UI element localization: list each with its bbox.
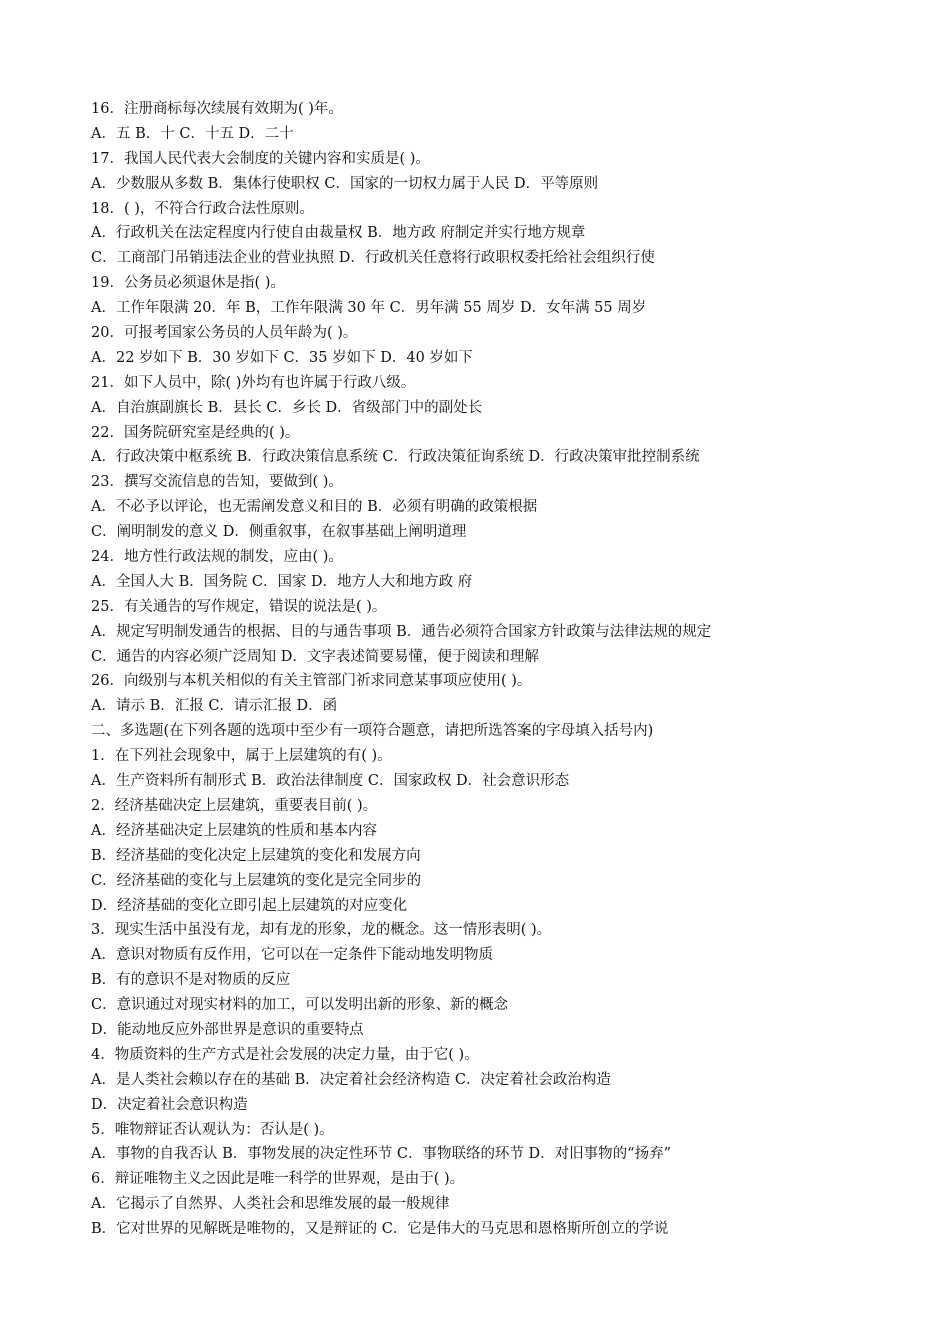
text-line: 21．如下人员中，除( )外均有也许属于行政八级。 <box>91 374 416 391</box>
text-line: D．经济基础的变化立即引起上层建筑的对应变化 <box>91 897 408 914</box>
text-line: 23．撰写交流信息的告知，要做到( )。 <box>91 474 343 491</box>
text-line: A．行政机关在法定程度内行使自由裁量权 B．地方政 府制定并实行地方规章 <box>91 225 586 242</box>
text-line: C．经济基础的变化与上层建筑的变化是完全同步的 <box>91 872 422 889</box>
text-line: 18．( )，不符合行政合法性原则。 <box>91 200 314 217</box>
text-line: A．规定写明制发通告的根据、目的与通告事项 B．通告必须符合国家方针政策与法律法规的规定 <box>91 623 712 640</box>
text-line: A．全国人大 B．国务院 C．国家 D．地方人大和地方政 府 <box>91 573 473 590</box>
text-line: 25．有关通告的写作规定，错误的说法是( )。 <box>91 598 387 615</box>
document-page <box>91 97 911 1242</box>
text-line: A．经济基础决定上层建筑的性质和基本内容 <box>91 822 377 839</box>
text-line: 2．经济基础决定上层建筑，重要表目前( )。 <box>91 797 378 814</box>
text-line: 20．可报考国家公务员的人员年龄为( )。 <box>91 325 358 342</box>
text-line: 3．现实生活中虽没有龙，却有龙的形象，龙的概念。这一情形表明( )。 <box>91 922 552 939</box>
text-line: C．意识通过对现实材料的加工，可以发明出新的形象、新的概念 <box>91 997 509 1014</box>
text-line: C．工商部门吊销违法企业的营业执照 D．行政机关任意将行政职权委托给社会组织行使 <box>91 250 655 267</box>
text-line: 1．在下列社会现象中，属于上层建筑的有( )。 <box>91 748 392 765</box>
text-line: A．少数服从多数 B．集体行使职权 C．国家的一切权力属于人民 D．平等原则 <box>91 175 599 192</box>
text-line: 16．注册商标每次续展有效期为( )年。 <box>91 101 343 117</box>
text-line: A．行政决策中枢系统 B．行政决策信息系统 C．行政决策征询系统 D．行政决策审批控制系统 <box>91 449 700 466</box>
text-line: A．22 岁如下 B．30 岁如下 C．35 岁如下 D．40 岁如下 <box>91 349 473 366</box>
text-line: B．经济基础的变化决定上层建筑的变化和发展方向 <box>91 847 421 864</box>
text-line: 6．辩证唯物主义之因此是唯一科学的世界观，是由于( )。 <box>91 1171 465 1188</box>
text-line: A．事物的自我否认 B．事物发展的决定性环节 C．事物联络的环节 D．对旧事物的“扬弃” <box>91 1146 671 1163</box>
text-line: 26．向级别与本机关相似的有关主管部门祈求同意某事项应使用( )。 <box>91 673 532 690</box>
text-line: A．生产资料所有制形式 B．政治法律制度 C．国家政权 D．社会意识形态 <box>91 773 570 790</box>
text-line: 22．国务院研究室是经典的( )。 <box>91 424 300 441</box>
text-line: A．自治旗副旗长 B．县长 C．乡长 D．省级部门中的副处长 <box>91 399 483 416</box>
text-line: D．决定着社会意识构造 <box>91 1096 248 1113</box>
text-line: A．是人类社会赖以存在的基础 B．决定着社会经济构造 C．决定着社会政治构造 <box>91 1071 611 1088</box>
text-line: 5．唯物辩证否认观认为：否认是( )。 <box>91 1121 334 1138</box>
text-line: 4．物质资料的生产方式是社会发展的决定力量，由于它( )。 <box>91 1046 479 1063</box>
text-line: A．意识对物质有反作用，它可以在一定条件下能动地发明物质 <box>91 947 493 964</box>
text-line: 二、多选题(在下列各题的选项中至少有一项符合题意，请把所选答案的字母填入括号内) <box>91 723 654 740</box>
text-line: A．请示 B．汇报 C．请示汇报 D．函 <box>91 698 338 715</box>
text-line: 19．公务员必须退休是指( )。 <box>91 275 285 292</box>
text-line: A．不必予以评论，也无需阐发意义和目的 B．必须有明确的政策根据 <box>91 499 538 516</box>
text-line: 17．我国人民代表大会制度的关键内容和实质是( )。 <box>91 150 430 167</box>
text-line: A．工作年限满 20．年 B，工作年限满 30 年 C．男年满 55 周岁 D．女年满 55 周岁 <box>91 300 647 317</box>
text-line: D．能动地反应外部世界是意识的重要特点 <box>91 1021 364 1038</box>
text-line: B．它对世界的见解既是唯物的，又是辩证的 C．它是伟大的马克思和恩格斯所创立的学说 <box>91 1221 669 1238</box>
text-line: C．通告的内容必须广泛周知 D．文字表述简要易懂，便于阅读和理解 <box>91 648 539 665</box>
text-line: A．它揭示了自然界、人类社会和思维发展的最一般规律 <box>91 1196 450 1213</box>
text-line: 24．地方性行政法规的制发，应由( )。 <box>91 549 343 566</box>
text-line: A．五 B．十 C．十五 D．二十 <box>91 125 294 142</box>
text-line: B．有的意识不是对物质的反应 <box>91 972 291 989</box>
text-line: C．阐明制发的意义 D．侧重叙事，在叙事基础上阐明道理 <box>91 524 467 541</box>
